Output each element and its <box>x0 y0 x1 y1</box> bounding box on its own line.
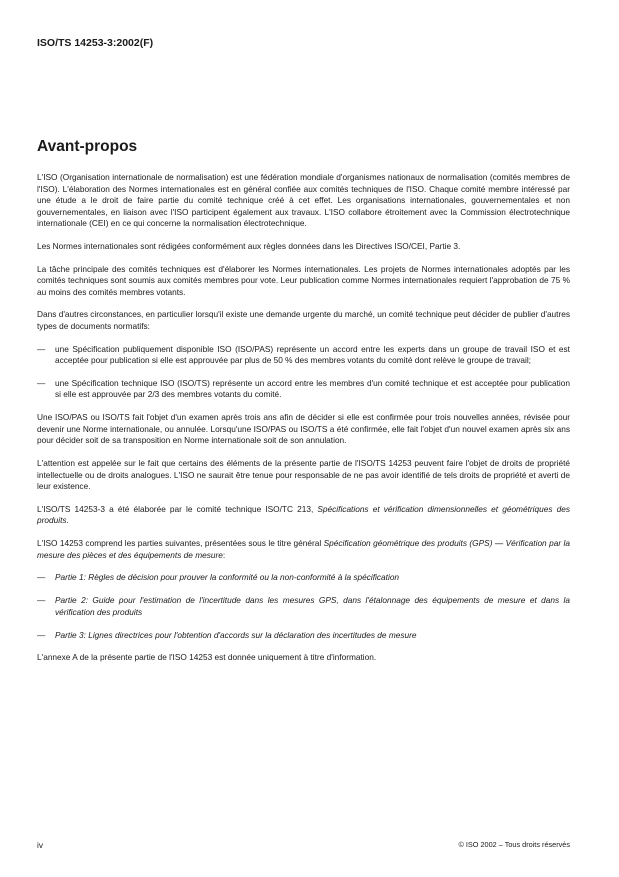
paragraph-directives: Les Normes internationales sont rédigées conformément aux règles données dans les Directives ISO/CEI, Partie 3. <box>37 240 461 251</box>
paragraph-iso-intro: L'ISO (Organisation internationale de normalisation) est une fédération mondiale d'organismes nationaux de normalisation (comités membres de l'ISO). L'élaboration des Normes internationales est en général confiée aux comités techniques de l'ISO. Chaque comité membre intéressé par une étude a le droit de faire partie du comité technique créé à cet effet. Les organisations internationales, gouvernementales et non gouvernementales, en liaison avec l'ISO participent également aux travaux. L'ISO collabore étroitement avec la Commission électrotechnique internationale (CEI) en ce qui concerne la normalisation électrotechnique. <box>37 172 570 228</box>
general-title: Spécification géométrique des produits (GPS) — Vérification par la mesure des pièces et des équipements de mesure <box>37 538 570 560</box>
list-item-part <box>37 595 570 618</box>
list-item-text: Partie 1: Règles de décision pour prouver la conformité ou la non-conformité à la spécification <box>55 572 400 583</box>
dash-bullet: — <box>37 595 46 606</box>
copyright-notice: © ISO 2002 – Tous droits réservés <box>458 840 570 849</box>
text-run: . <box>66 515 69 526</box>
section-title: Avant-propos <box>37 138 138 155</box>
document-id-header: ISO/TS 14253-3:2002(F) <box>37 37 154 49</box>
list-item-doc-type <box>37 378 570 401</box>
paragraph-prepared-by <box>37 504 570 527</box>
list-item-part <box>37 630 570 642</box>
paragraph-patent-notice: L'attention est appelée sur le fait que certains des éléments de la présente partie de l'ISO/TS 14253 peuvent faire l'objet de droits de propriété intellectuelle ou de droits analogues. L'ISO ne saurait être tenue pour responsable de ne pas avoir identifié de tels droits de propriété et averti de leur existence. <box>37 458 570 492</box>
committee-title: Spécifications et vérification dimensionnelles et géométriques des produits <box>37 503 570 526</box>
paragraph-parts-intro <box>37 538 570 561</box>
text-run: L'ISO/TS 14253-3 a été élaborée par le comité technique ISO/TC 213, <box>37 503 318 514</box>
text-run: L'ISO 14253 comprend les parties suivantes, présentées sous le titre général <box>37 538 324 549</box>
dash-bullet: — <box>37 629 46 640</box>
paragraph-main-task: La tâche principale des comités techniques est d'élaborer les Normes internationales. Les projets de Normes internationales adoptés par les comités techniques sont soumis aux comités membres pour vote. Leur publication comme Normes internationales requiert l'approbation de 75 % au moins des comités membres votants. <box>37 263 570 297</box>
list-item-text: une Spécification publiquement disponible ISO (ISO/PAS) représente un accord entre les experts dans un groupe de travail ISO et est acceptée pour publication si elle est approuvée par plus de 50 % des membres votants du comité dont relève le groupe de travail; <box>55 343 570 366</box>
list-item-part <box>37 572 570 584</box>
dash-bullet: — <box>37 572 46 583</box>
paragraph-annex: L'annexe A de la présente partie de l'ISO 14253 est donnée uniquement à titre d'information. <box>37 652 377 663</box>
page-number: iv <box>37 840 43 850</box>
paragraph-other-circumstances: Dans d'autres circonstances, en particulier lorsqu'il existe une demande urgente du marché, un comité technique peut décider de publier d'autres types de documents normatifs: <box>37 309 570 331</box>
dash-bullet: — <box>37 377 46 388</box>
list-item-text: une Spécification technique ISO (ISO/TS) représente un accord entre les membres d'un comité technique et est acceptée pour publication si elle est approuvée par 2/3 des membres votants du comité. <box>55 377 570 400</box>
list-item-doc-type <box>37 344 570 367</box>
document-body <box>37 172 570 675</box>
list-item-text: Partie 3: Lignes directrices pour l'obtention d'accords sur la déclaration des incertitudes de mesure <box>55 629 417 640</box>
text-run: : <box>222 549 226 560</box>
dash-bullet: — <box>37 343 46 354</box>
paragraph-review: Une ISO/PAS ou ISO/TS fait l'objet d'un examen après trois ans afin de décider si elle est confirmée pour trois nouvelles années, révisée pour devenir une Norme internationale, ou annulée. Lorsqu'une ISO/PAS ou ISO/TS a été confirmée, elle fait l'objet d'un nouvel examen après six ans pour décider soit de sa transposition en Norme internationale soit de son annulation. <box>37 412 570 446</box>
list-item-text: Partie 2: Guide pour l'estimation de l'incertitude dans les mesures GPS, dans l'étalonnage des équipements de mesure et dans la vérification des produits <box>55 595 570 617</box>
